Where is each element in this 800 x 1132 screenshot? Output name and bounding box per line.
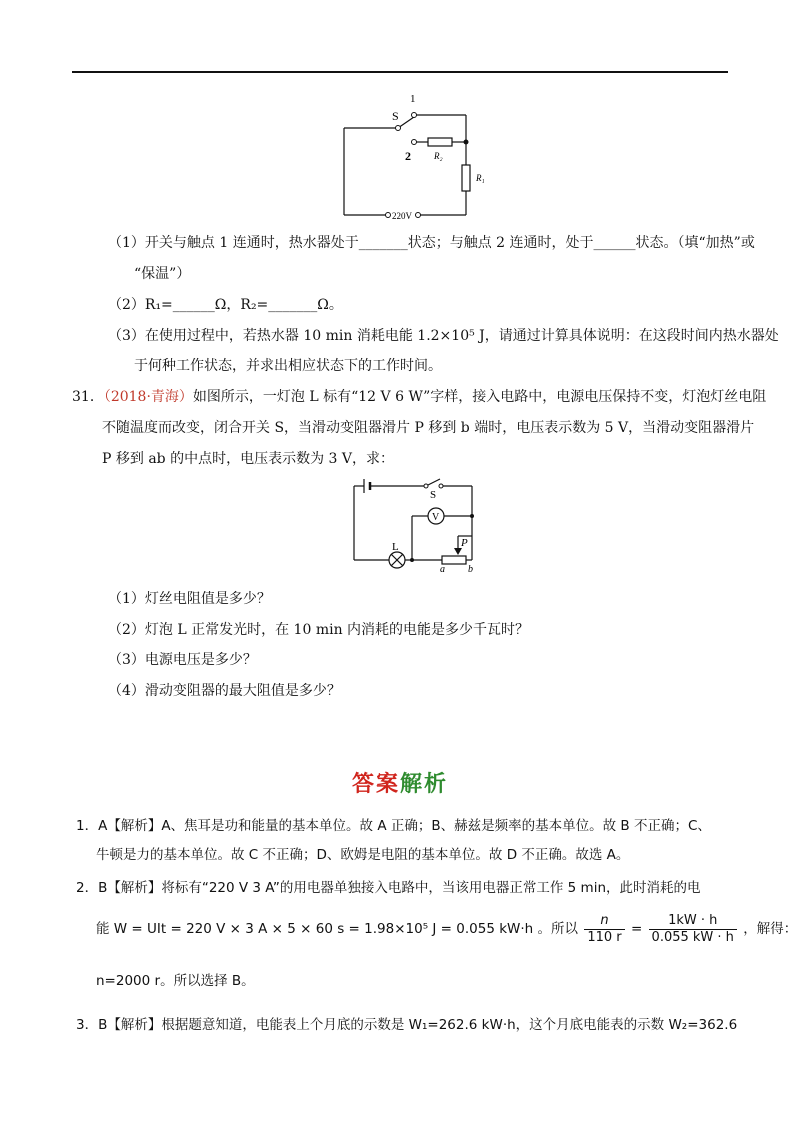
q31-number: 31． <box>72 389 104 405</box>
heater-circuit-diagram <box>330 88 500 223</box>
q31-line2: 不随温度而改变，闭合开关 S，当滑动变阻器滑片 P 移到 b 端时，电压表示数为 5 V，当滑动变阻器滑片 <box>102 420 755 436</box>
answer1-line2: 牛顿是力的基本单位。故 C 不正确；D、欧姆是电阻的基本单位。故 D 不正确。故选 A。 <box>96 847 630 863</box>
answers-title-part1: 答案 <box>351 771 400 797</box>
fig1-label-1: 1 <box>410 93 416 105</box>
q31-sub4: （4）滑动变阻器的最大阻值是多少？ <box>108 683 341 699</box>
q31-sub1: （1）灯丝电阻值是多少？ <box>108 591 271 607</box>
q31-line1-text: 如图所示，一灯泡 L 标有“12 V 6 W”字样，接入电路中，电源电压保持不变，灯泡灯丝电阻 <box>192 389 767 405</box>
answer2-equals: = <box>630 921 643 937</box>
answer2-line2 <box>96 912 797 946</box>
header-rule <box>72 71 728 73</box>
fraction2-denominator: 0.055 kW · h <box>651 929 734 945</box>
q31-line3: P 移到 ab 的中点时，电压表示数为 3 V，求： <box>102 451 394 467</box>
q31-line1 <box>72 387 766 407</box>
fraction2-numerator: 1kW · h <box>649 913 737 930</box>
answers-title <box>0 767 800 798</box>
q31-sub3: （3）电源电压是多少？ <box>108 652 257 668</box>
q30-part3-line1: （3）在使用过程中，若热水器 10 min 消耗电能 1.2×10⁵ J，请通过计算具体说明：在这段时间内热水器处 <box>108 328 779 344</box>
fig2-label-s: S <box>430 489 437 501</box>
lamp-rheostat-circuit-diagram <box>344 474 494 574</box>
fig2-label-a: a <box>440 564 445 574</box>
answer2-line3: n=2000 r。所以选择 B。 <box>96 973 255 989</box>
fraction-n-over-110r <box>584 913 624 946</box>
fig2-label-l: L <box>392 541 399 553</box>
fraction-kwh <box>649 913 737 946</box>
q31-source: （2018·青海） <box>103 389 193 405</box>
answer1-line1: 1．A【解析】A、焦耳是功和能量的基本单位。故 A 正确；B、赫兹是频率的基本单位。故 B 不正确；C、 <box>76 818 711 834</box>
fraction1-numerator: n <box>584 913 624 930</box>
answer2-line1: 2．B【解析】将标有“220 V 3 A”的用电器单独接入电路中，当该用电器正常工作 5 min，此时消耗的电 <box>76 880 701 896</box>
fraction1-denominator: 110 r <box>587 929 622 945</box>
fig1-label-220v: 220V <box>392 211 412 221</box>
fig2-label-p: P <box>461 537 468 549</box>
q30-part3-line2: 于何种工作状态，并求出相应状态下的工作时间。 <box>134 358 442 374</box>
answers-title-part2: 解析 <box>400 771 449 797</box>
answer2-line2-suffix: ，解得： <box>743 921 798 937</box>
fig2-label-b: b <box>468 564 473 574</box>
fig2-label-v: V <box>432 512 440 523</box>
answer2-line2-prefix: 能 W = UIt = 220 V × 3 A × 5 × 60 s = 1.98×10⁵ J = 0.055 kW·h 。所以 <box>96 921 579 937</box>
fig1-label-r2: R₂ <box>434 151 443 161</box>
fig1-label-s: S <box>392 109 399 123</box>
fig1-label-2: 2 <box>405 149 411 163</box>
q30-part2: （2）R₁=______Ω，R₂=_______Ω。 <box>108 297 343 313</box>
q30-part1-line2: “保温”） <box>134 266 191 282</box>
q31-sub2: （2）灯泡 L 正常发光时，在 10 min 内消耗的电能是多少千瓦时？ <box>108 622 530 638</box>
answer3-line1: 3．B【解析】根据题意知道，电能表上个月底的示数是 W₁=262.6 kW·h，这个月底电能表的示数 W₂=362.6 <box>76 1017 738 1033</box>
q30-part1-line1: （1）开关与触点 1 连通时，热水器处于_______状态；与触点 2 连通时，处于______状态。（填“加热”或 <box>108 235 755 251</box>
fig1-label-r1: R₁ <box>476 173 485 183</box>
